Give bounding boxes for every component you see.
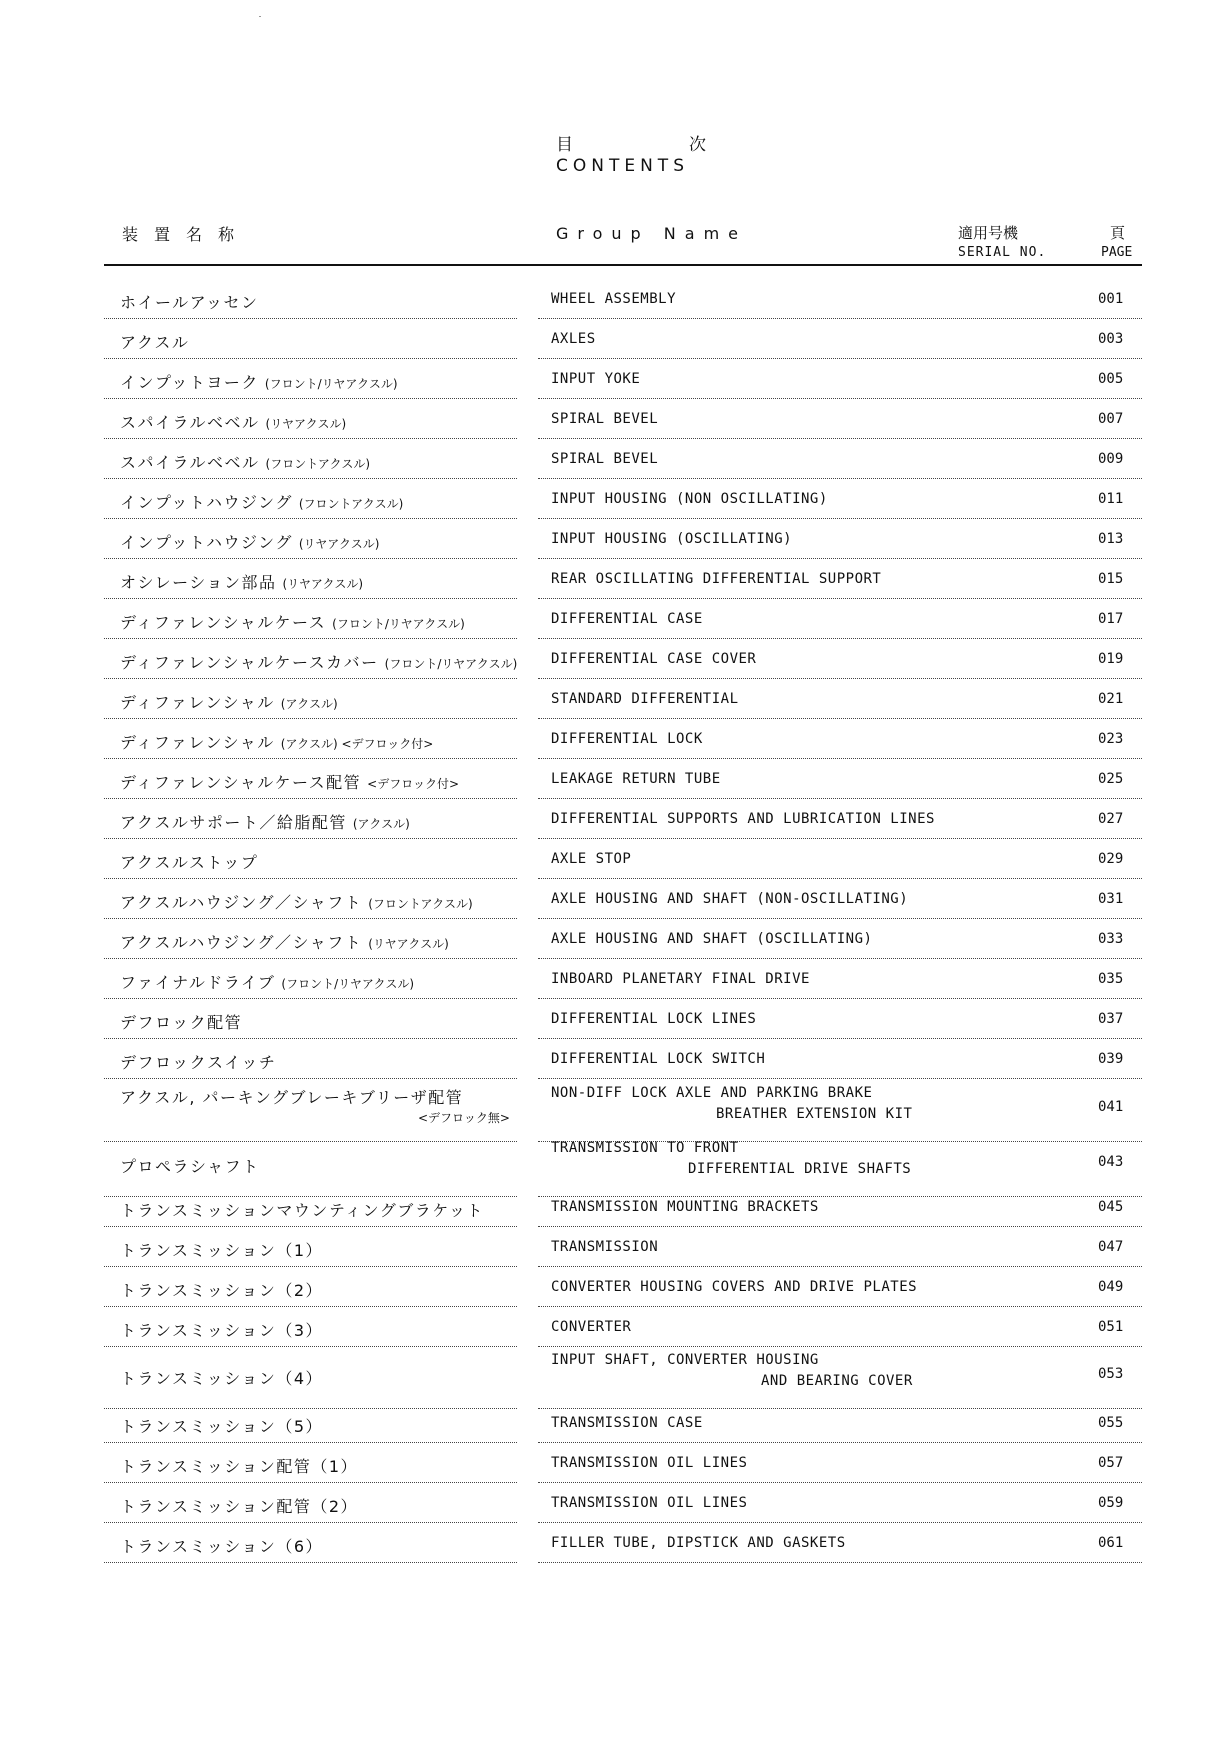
row-name-jp-main: トランスミッションマウンティングブラケット [120, 1201, 484, 1220]
row-name-jp [120, 330, 189, 353]
row-name-jp-main: ホイールアッセン [120, 293, 259, 312]
dotted-leader-right [538, 478, 1142, 479]
row-name-jp-main: アクスルハウジング／シャフト [120, 893, 363, 912]
row-name-en: INBOARD PLANETARY FINAL DRIVE [551, 971, 810, 987]
row-name-jp-main: ディファレンシャルケースカバー [120, 653, 379, 672]
dotted-leader-left [104, 1226, 517, 1227]
row-name-jp [120, 1366, 323, 1389]
row-name-jp-main: プロペラシャフト [120, 1157, 260, 1176]
row-name-jp [120, 570, 363, 593]
row-name-jp-qualifier: (フロントアクスル) [368, 897, 473, 911]
row-name-en: TRANSMISSION OIL LINES [551, 1455, 748, 1471]
row-name-en-continued: DIFFERENTIAL DRIVE SHAFTS [688, 1161, 912, 1177]
row-name-jp-main: トランスミッション（1） [120, 1241, 324, 1260]
row-page-number: 023 [1098, 731, 1124, 747]
row-name-en: TRANSMISSION CASE [551, 1415, 703, 1431]
row-name-jp-main: トランスミッション（3） [120, 1321, 324, 1340]
dotted-leader-left [104, 1196, 517, 1197]
row-name-jp-main: ディファレンシャル [120, 693, 275, 712]
row-page-number: 047 [1098, 1239, 1124, 1255]
dotted-leader-left [104, 438, 517, 439]
row-name-jp [120, 810, 410, 833]
dotted-leader-left [104, 1346, 517, 1347]
row-name-jp-main: インプットハウジング [120, 493, 293, 512]
dotted-leader-right [538, 798, 1142, 799]
row-page-number: 039 [1098, 1051, 1124, 1067]
row-name-jp-note: <デフロック無> [418, 1111, 510, 1125]
page-title-en: CONTENTS [556, 156, 689, 176]
row-name-jp [120, 490, 403, 513]
dotted-leader-right [538, 958, 1142, 959]
row-page-number: 037 [1098, 1011, 1124, 1027]
row-name-jp-main: トランスミッション配管（2） [120, 1497, 359, 1516]
column-header-group-jp: 装置名称 [122, 225, 251, 244]
row-name-jp [120, 1414, 323, 1437]
row-name-en: DIFFERENTIAL SUPPORTS AND LUBRICATION LINES [551, 811, 935, 827]
row-name-jp [120, 930, 449, 953]
row-name-jp-qualifier: <デフロック付> [367, 777, 460, 791]
row-name-jp-qualifier: (アクスル) [280, 697, 338, 711]
row-name-jp-main: ディファレンシャル [120, 733, 275, 752]
row-name-en: CONVERTER HOUSING COVERS AND DRIVE PLATES [551, 1279, 918, 1295]
row-name-jp-qualifier: (リヤアクスル) [282, 577, 364, 591]
row-name-en-continued: AND BEARING COVER [761, 1373, 913, 1389]
row-name-jp [120, 770, 459, 793]
row-name-en: STANDARD DIFFERENTIAL [551, 691, 739, 707]
row-name-jp-main: オシレーション部品 [120, 573, 277, 592]
row-name-jp [120, 1198, 484, 1221]
dotted-leader-right [538, 678, 1142, 679]
row-name-jp [120, 1050, 276, 1073]
dotted-leader-left [104, 758, 517, 759]
row-name-jp-main: ファイナルドライブ [120, 973, 276, 992]
row-page-number: 005 [1098, 371, 1124, 387]
row-name-jp-main: トランスミッション（4） [120, 1369, 324, 1388]
dotted-leader-left [104, 1038, 517, 1039]
row-page-number: 025 [1098, 771, 1124, 787]
dotted-leader-left [104, 918, 517, 919]
dotted-leader-left [104, 998, 517, 999]
dotted-leader-left [104, 798, 517, 799]
row-name-en-continued: BREATHER EXTENSION KIT [716, 1106, 913, 1122]
dotted-leader-right [538, 878, 1142, 879]
column-header-group-en: Group Name [556, 224, 747, 243]
dotted-leader-right [538, 518, 1142, 519]
dotted-leader-right [538, 318, 1142, 319]
row-page-number: 019 [1098, 651, 1124, 667]
dotted-leader-right [538, 1482, 1142, 1483]
row-name-jp [120, 650, 517, 673]
row-page-number: 003 [1098, 331, 1124, 347]
dotted-leader-left [104, 318, 517, 319]
row-name-jp-qualifier: (アクスル) [352, 817, 410, 831]
dotted-leader-right [538, 1266, 1142, 1267]
row-name-jp [120, 1534, 323, 1557]
row-name-jp [120, 970, 414, 993]
row-name-en: DIFFERENTIAL CASE COVER [551, 651, 757, 667]
dotted-leader-right [538, 718, 1142, 719]
dotted-leader-right [538, 838, 1142, 839]
row-name-en: TRANSMISSION MOUNTING BRACKETS [551, 1199, 819, 1215]
row-name-jp [120, 850, 258, 873]
dotted-leader-left [104, 518, 517, 519]
row-name-en: LEAKAGE RETURN TUBE [551, 771, 721, 787]
row-name-jp [120, 450, 370, 473]
dotted-leader-left [104, 1306, 517, 1307]
dotted-leader-left [104, 558, 517, 559]
dotted-leader-right [538, 558, 1142, 559]
row-name-jp-main: アクスルハウジング／シャフト [120, 933, 363, 952]
row-name-jp-main: トランスミッション（5） [120, 1417, 324, 1436]
row-name-jp [120, 370, 398, 393]
dotted-leader-left [104, 958, 517, 959]
dotted-leader-right [538, 358, 1142, 359]
row-page-number: 007 [1098, 411, 1124, 427]
row-name-jp [120, 1010, 242, 1033]
row-name-jp-main: アクスルサポート／給脂配管 [120, 813, 347, 832]
row-page-number: 055 [1098, 1415, 1124, 1431]
row-name-en: DIFFERENTIAL CASE [551, 611, 703, 627]
row-name-jp-main: ディファレンシャルケース配管 [120, 773, 362, 792]
row-page-number: 027 [1098, 811, 1124, 827]
dotted-leader-right [538, 1562, 1142, 1563]
row-page-number: 043 [1098, 1154, 1124, 1170]
dotted-leader-right [538, 398, 1142, 399]
row-page-number: 021 [1098, 691, 1124, 707]
row-page-number: 045 [1098, 1199, 1124, 1215]
row-name-jp [120, 530, 380, 553]
row-name-jp-main: ディファレンシャルケース [120, 613, 327, 632]
row-name-jp-qualifier: (フロント/リヤアクスル) [281, 977, 415, 991]
dotted-leader-right [538, 1306, 1142, 1307]
dotted-leader-right [538, 1522, 1142, 1523]
row-name-en: DIFFERENTIAL LOCK SWITCH [551, 1051, 766, 1067]
dotted-leader-right [538, 1346, 1142, 1347]
row-name-en: AXLE STOP [551, 851, 632, 867]
row-name-jp-main: アクスル [120, 333, 190, 352]
dotted-leader-left [104, 838, 517, 839]
dotted-leader-left [104, 478, 517, 479]
row-name-jp-main: アクスル, パーキングブレーキブリーザ配管 [120, 1088, 464, 1107]
row-name-en: AXLE HOUSING AND SHAFT (NON-OSCILLATING) [551, 891, 909, 907]
row-page-number: 057 [1098, 1455, 1124, 1471]
title-jp-right: 次 [689, 135, 706, 155]
row-name-jp-main: インプットハウジング [120, 533, 293, 552]
row-name-en: INPUT SHAFT, CONVERTER HOUSING [551, 1352, 819, 1368]
dotted-leader-right [538, 1408, 1142, 1409]
dotted-leader-right [538, 638, 1142, 639]
row-name-jp-qualifier: (リヤアクスル) [298, 537, 380, 551]
row-name-jp [120, 1278, 323, 1301]
row-name-en: SPIRAL BEVEL [551, 411, 659, 427]
column-header-page-en: PAGE [1101, 245, 1133, 260]
dotted-leader-left [104, 1562, 517, 1563]
dotted-leader-left [104, 678, 517, 679]
dotted-leader-left [104, 878, 517, 879]
row-page-number: 029 [1098, 851, 1124, 867]
row-name-jp-qualifier: (リヤアクスル) [265, 417, 347, 431]
row-page-number: 059 [1098, 1495, 1124, 1511]
row-name-jp-qualifier: (リヤアクスル) [368, 937, 449, 951]
row-name-jp-main: トランスミッション（6） [120, 1537, 324, 1556]
row-page-number: 053 [1098, 1366, 1124, 1382]
dotted-leader-left [104, 1442, 517, 1443]
row-name-jp-qualifier: (アクスル) <デフロック付> [280, 737, 434, 751]
row-name-en: TRANSMISSION [551, 1239, 659, 1255]
row-name-en: TRANSMISSION TO FRONT [551, 1140, 739, 1156]
row-page-number: 051 [1098, 1319, 1124, 1335]
row-name-jp [120, 890, 473, 913]
row-page-number: 041 [1098, 1099, 1124, 1115]
row-name-en: CONVERTER [551, 1319, 632, 1335]
row-name-jp-qualifier: (フロントアクスル) [265, 457, 371, 471]
row-name-jp [120, 690, 338, 713]
dotted-leader-right [538, 918, 1142, 919]
dotted-leader-left [104, 1522, 517, 1523]
row-name-jp-main: デフロック配管 [120, 1013, 243, 1032]
row-name-jp-qualifier: (フロントアクスル) [298, 497, 404, 511]
row-name-jp [120, 730, 433, 753]
row-page-number: 017 [1098, 611, 1124, 627]
dotted-leader-right [538, 758, 1142, 759]
dotted-leader-right [538, 598, 1142, 599]
dotted-leader-left [104, 1482, 517, 1483]
row-page-number: 031 [1098, 891, 1124, 907]
row-name-en: FILLER TUBE, DIPSTICK AND GASKETS [551, 1535, 846, 1551]
row-name-jp [120, 1154, 260, 1177]
row-page-number: 009 [1098, 451, 1124, 467]
row-page-number: 011 [1098, 491, 1124, 507]
row-page-number: 035 [1098, 971, 1124, 987]
dotted-leader-right [538, 1078, 1142, 1079]
row-name-jp-main: インプットヨーク [120, 373, 259, 392]
row-page-number: 049 [1098, 1279, 1124, 1295]
row-name-jp [120, 1494, 358, 1517]
column-header-page-jp: 頁 [1110, 224, 1126, 242]
column-header-serial-en: SERIAL NO. [958, 245, 1047, 260]
row-name-en: AXLES [551, 331, 596, 347]
row-name-jp-main: スパイラルベベル [120, 453, 260, 472]
row-name-en: DIFFERENTIAL LOCK [551, 731, 703, 747]
row-name-jp-qualifier: (フロント/リヤアクスル) [332, 617, 465, 631]
dotted-leader-right [538, 1442, 1142, 1443]
dotted-leader-right [538, 998, 1142, 999]
dotted-leader-left [104, 398, 517, 399]
row-name-jp [120, 1085, 463, 1108]
dotted-leader-right [538, 1196, 1142, 1197]
column-header-serial-jp: 適用号機 [958, 224, 1019, 242]
row-name-jp [120, 1454, 358, 1477]
row-name-jp-main: デフロックスイッチ [120, 1053, 277, 1072]
dotted-leader-right [538, 1226, 1142, 1227]
row-name-en: INPUT HOUSING (OSCILLATING) [551, 531, 793, 547]
row-name-en: SPIRAL BEVEL [551, 451, 659, 467]
row-name-jp [120, 1318, 323, 1341]
row-name-jp-main: トランスミッション配管（1） [120, 1457, 359, 1476]
dotted-leader-left [104, 358, 517, 359]
dotted-leader-right [538, 1038, 1142, 1039]
dotted-leader-left [104, 1141, 517, 1142]
dotted-leader-left [104, 598, 517, 599]
row-page-number: 001 [1098, 291, 1124, 307]
row-name-jp-main: スパイラルベベル [120, 413, 260, 432]
row-name-en: DIFFERENTIAL LOCK LINES [551, 1011, 757, 1027]
row-name-en: INPUT YOKE [551, 371, 641, 387]
row-page-number: 013 [1098, 531, 1124, 547]
row-name-jp-qualifier: (フロント/リヤアクスル) [264, 377, 398, 391]
title-jp-left: 目 [556, 135, 573, 155]
dotted-leader-right [538, 438, 1142, 439]
dotted-leader-left [104, 718, 517, 719]
dotted-leader-left [104, 1078, 517, 1079]
row-name-en: WHEEL ASSEMBLY [551, 291, 677, 307]
row-name-jp-main: アクスルストップ [120, 853, 259, 872]
row-name-en: INPUT HOUSING (NON OSCILLATING) [551, 491, 828, 507]
row-page-number: 015 [1098, 571, 1124, 587]
row-name-jp-main: トランスミッション（2） [120, 1281, 324, 1300]
row-name-jp-qualifier: (フロント/リヤアクスル) [384, 657, 518, 671]
dotted-leader-left [104, 1266, 517, 1267]
row-page-number: 061 [1098, 1535, 1124, 1551]
dotted-leader-left [104, 1408, 517, 1409]
row-name-jp [120, 290, 259, 313]
row-name-jp [120, 610, 465, 633]
row-name-en: TRANSMISSION OIL LINES [551, 1495, 748, 1511]
row-name-jp [120, 1238, 323, 1261]
row-name-en: AXLE HOUSING AND SHAFT (OSCILLATING) [551, 931, 873, 947]
row-page-number: 033 [1098, 931, 1124, 947]
row-name-en: NON-DIFF LOCK AXLE AND PARKING BRAKE [551, 1085, 873, 1101]
dotted-leader-left [104, 638, 517, 639]
row-name-en: REAR OSCILLATING DIFFERENTIAL SUPPORT [551, 571, 882, 587]
row-name-jp [120, 410, 346, 433]
